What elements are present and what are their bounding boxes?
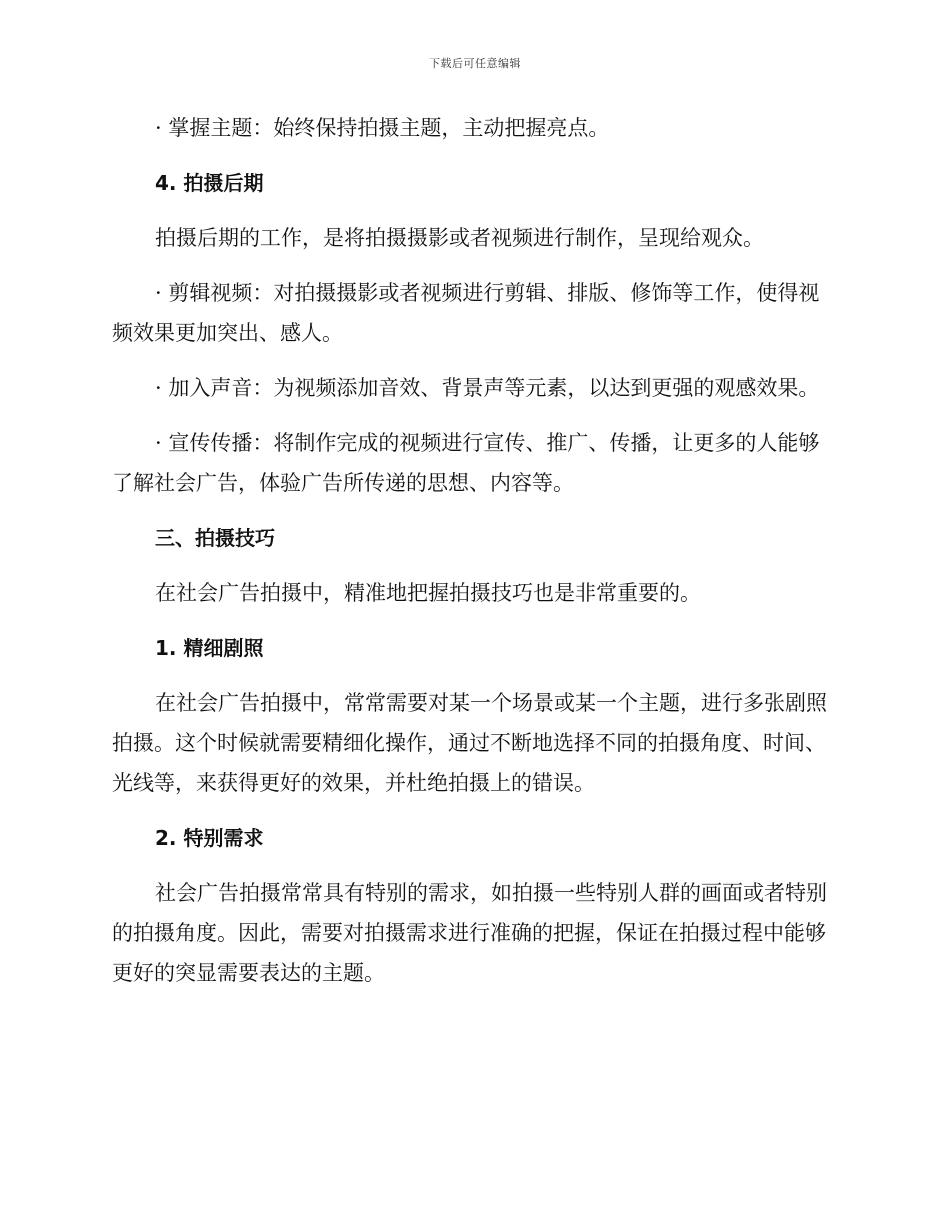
paragraph: 在社会广告拍摄中，精准地把握拍摄技巧也是非常重要的。 bbox=[155, 581, 701, 605]
document-body bbox=[112, 108, 830, 1008]
section-heading: 1. 精细剧照 bbox=[155, 636, 264, 660]
bullet-paragraph: · 掌握主题：始终保持拍摄主题，主动把握亮点。 bbox=[155, 116, 610, 140]
bullet-paragraph: · 加入声音：为视频添加音效、背景声等元素，以达到更强的观感效果。 bbox=[155, 376, 820, 400]
page-header: 下载后可任意编辑 bbox=[429, 57, 521, 70]
paragraph: 在社会广告拍摄中，常常需要对某一个场景或某一个主题，进行多张剧照拍摄。这个时候就需要精细化操作，通过不断地选择不同的拍摄角度、时间、光线等，来获得更好的效果，并杜绝拍摄上的错误。 bbox=[112, 691, 827, 795]
paragraph: 拍摄后期的工作，是将拍摄摄影或者视频进行制作，呈现给观众。 bbox=[155, 226, 764, 250]
bullet-paragraph: · 剪辑视频：对拍摄摄影或者视频进行剪辑、排版、修饰等工作，使得视频效果更加突出、感人。 bbox=[112, 281, 820, 345]
section-heading: 三、拍摄技巧 bbox=[155, 526, 275, 550]
bullet-paragraph: · 宣传传播：将制作完成的视频进行宣传、推广、传播，让更多的人能够了解社会广告，体验广告所传递的思想、内容等。 bbox=[112, 431, 820, 495]
section-heading: 2. 特别需求 bbox=[155, 826, 264, 850]
section-heading: 4. 拍摄后期 bbox=[155, 171, 264, 195]
paragraph: 社会广告拍摄常常具有特别的需求，如拍摄一些特别人群的画面或者特别的拍摄角度。因此，需要对拍摄需求进行准确的把握，保证在拍摄过程中能够更好的突显需要表达的主题。 bbox=[112, 881, 827, 985]
